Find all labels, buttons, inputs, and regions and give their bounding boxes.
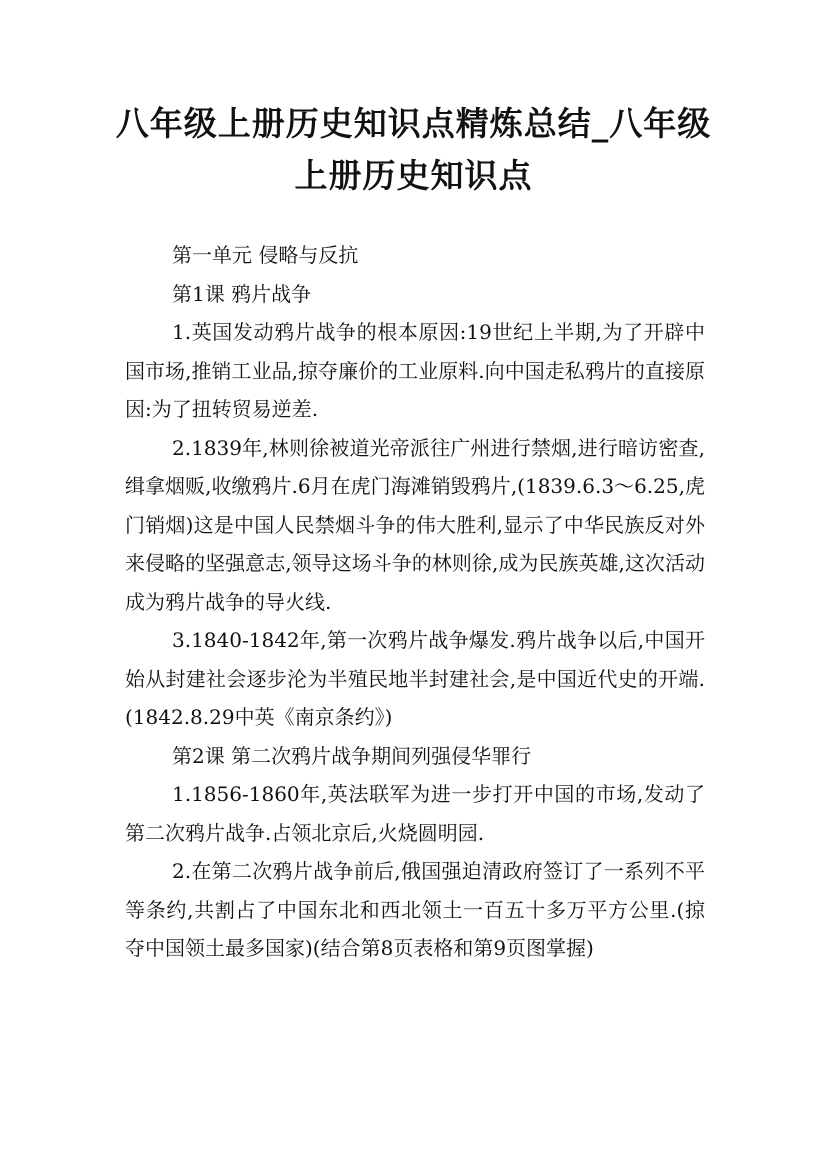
unit-heading: 第一单元 侵略与反抗 xyxy=(172,243,359,267)
paragraph-3: 3.1840-1842年,第一次鸦片战争爆发.鸦片战争以后,中国开始从封建社会逐步沦为半殖民地半封建社会,是中国近代史的开端.(1842.8.29中英《南京条约》) xyxy=(125,628,705,729)
paragraph-1: 1.英国发动鸦片战争的根本原因:19世纪上半期,为了开辟中国市场,推销工业品,掠夺廉价的工业原料.向中国走私鸦片的直接原因:为了扭转贸易逆差. xyxy=(125,320,705,421)
paragraph-4: 1.1856-1860年,英法联军为进一步打开中国的市场,发动了第二次鸦片战争.占领北京后,火烧圆明园. xyxy=(125,782,705,845)
lesson-heading-2: 第2课 第二次鸦片战争期间列强侵华罪行 xyxy=(172,743,532,768)
lesson-heading-1: 第1课 鸦片战争 xyxy=(172,281,312,306)
paragraph-5: 2.在第二次鸦片战争前后,俄国强迫清政府签订了一系列不平等条约,共割占了中国东北和西北领土一百五十多万平方公里.(掠夺中国领土最多国家)(结合第8页表格和第9页图掌握) xyxy=(125,859,705,960)
document-title: 八年级上册历史知识点精炼总结_八年级上册历史知识点 xyxy=(115,104,712,195)
paragraph-2: 2.1839年,林则徐被道光帝派往广州进行禁烟,进行暗访密查,缉拿烟贩,收缴鸦片.6月在虎门海滩销毁鸦片,(1839.6.3～6.25,虎门销烟)这是中国人民禁烟斗争的伟大胜利,显示了中华民族反对外来侵略的坚强意志,领导这场斗争的林则徐,成为民族英雄,这次活动成为鸦片战争的导火线. xyxy=(125,435,705,614)
document-body xyxy=(125,236,705,968)
